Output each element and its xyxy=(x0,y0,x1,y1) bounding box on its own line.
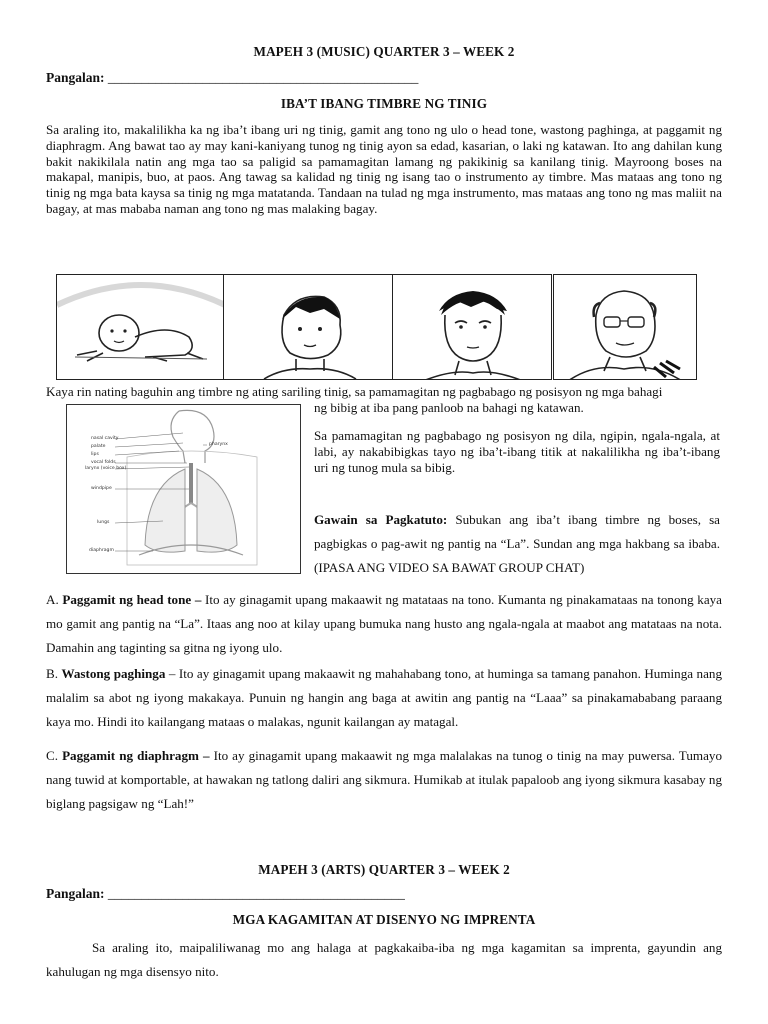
step-b-letter: B. xyxy=(46,666,62,681)
step-a-term: Paggamit ng head tone – xyxy=(62,592,202,607)
activity-paragraph xyxy=(314,508,720,580)
boy-icon xyxy=(224,275,393,380)
arts-lesson-title: MGA KAGAMITAN AT DISENYO NG IMPRENTA xyxy=(232,912,536,927)
young-man-image xyxy=(392,274,552,380)
label-pharynx: pharynx xyxy=(209,442,228,447)
music-name-line xyxy=(46,70,418,86)
arts-name-label: Pangalan: xyxy=(46,886,105,901)
baby-image xyxy=(56,274,224,380)
music-intro-paragraph: Sa araling ito, makalilikha ka ng iba’t ibang uri ng tinig, gamit ang tono ng ulo o head tone, wastong paghinga, at paggamit ng diaphragm. Ang bawat tao ay may kani-kaniyang tunog ng tinig ayon sa edad, kasarian, o laki ng katawan. Ito ang dahilan kung bakit nakikilala natin ang mga tao sa paligid sa pamamagitan lamang ng pakikinig sa kanilang tinig. Mayroong boses na makapal, manipis, buo, at paos. Ang tawag sa kalidad ng tinig ng isang tao o instrumento ay timbre. Mas mataas ang tono ng tinig ng mga bata kaysa sa tinig ng mga matatanda. Tandaan na tulad ng mga instrumento, mas mataas ang tono ng mas maliit na bagay, at mas mababa naman ang tono ng mas malaking bagay. xyxy=(46,122,722,216)
change-text-line-2: ng bibig at iba pang panloob na bahagi ng katawan. xyxy=(314,400,584,415)
arts-intro-paragraph: Sa araling ito, maipaliliwanag mo ang halaga at pagkakaiba-iba ng mga kagamitan sa imprenta, gayundin ang kahulugan ng mga disensyo nito. xyxy=(46,940,722,979)
activity-text: Subukan ang iba’t ibang timbre ng boses, sa pagbigkas o pag-awit ng pantig na “La”. Sundan ang mga hakbang sa ibaba. (IPASA ANG VIDEO SA BAWAT GROUP CHAT) xyxy=(314,512,720,575)
arts-name-blank: ____________________________________________ xyxy=(107,886,405,901)
step-b-text: – Ito ay ginagamit upang makaawit ng mahahabang tono, at huminga sa tamang panahon. Huminga nang malalim sa abot ng iyong makakaya. Punuin ng hangin ang baga at awitin ang pantig na “Laaa” sa pinakamababang paraang kaya mo. Hindi ito kailangang mataas o malakas, ngunit kailangan ay matagal. xyxy=(46,666,722,729)
activity-label: Gawain sa Pagkatuto: xyxy=(314,512,448,527)
label-lips: lips xyxy=(91,452,99,457)
label-palate: palate xyxy=(91,444,106,449)
arts-name-line xyxy=(46,886,405,902)
step-b-term: Wastong paghinga xyxy=(61,666,166,681)
step-c-text: Ito ay ginagamit upang makaawit ng mga malalakas na tunog o tinig na may puwersa. Tumayo nang tuwid at komportable, at hawakan ng tatlong daliri ang sikmura. Humikab at itulak papaloob ang iyong sikmura kasabay ng biglang pagsigaw ng “Lah!” xyxy=(46,748,722,811)
step-a-text: Ito ay ginagamit upang makaawit ng matataas na tono. Kumanta ng pinakamataas na tonong kaya mo gamit ang pantig na “La”. Itaas ang noo at kilay upang bumuka nang husto ang ngala-ngala at maabot ang matataas na nota. Damahin ang taginting sa gitna ng iyong ulo. xyxy=(46,592,722,655)
step-a-letter: A. xyxy=(46,592,63,607)
change-text-paragraph: Sa pamamagitan ng pagbabago ng posisyon ng dila, ngipin, ngala-ngala, at labi, ay nakabibigkas tayo ng iba’t-ibang titik at nakalilikha ng iba’t-ibang uri ng tunog mula sa bibig. xyxy=(314,428,720,475)
vocal-anatomy-diagram xyxy=(66,404,301,574)
label-lungs: lungs xyxy=(97,520,110,525)
young-man-icon xyxy=(393,275,552,380)
label-diaphragm: diaphragm xyxy=(89,548,114,553)
step-c-term: Paggamit ng diaphragm – xyxy=(62,748,210,763)
music-lesson-title: IBA’T IBANG TIMBRE NG TINIG xyxy=(280,96,488,111)
step-b xyxy=(46,662,722,734)
arts-heading: MAPEH 3 (ARTS) QUARTER 3 – WEEK 2 xyxy=(258,862,510,877)
baby-icon xyxy=(57,275,224,380)
boy-image xyxy=(223,274,393,380)
old-man-icon xyxy=(554,275,697,380)
name-blank: ______________________________________________ xyxy=(107,70,419,85)
label-larynx: larynx (voice box) xyxy=(85,466,127,471)
label-windpipe: windpipe xyxy=(91,486,112,491)
label-vocal-folds: vocal folds xyxy=(91,460,116,465)
step-a xyxy=(46,588,722,660)
music-heading: MAPEH 3 (MUSIC) QUARTER 3 – WEEK 2 xyxy=(253,44,515,59)
step-c-letter: C. xyxy=(46,748,63,763)
change-text-line-1: Kaya rin nating baguhin ang timbre ng ating sariling tinig, sa pamamagitan ng pagbabago ng posisyon ng mga bahagi xyxy=(46,384,663,399)
step-c xyxy=(46,744,722,816)
old-man-image xyxy=(553,274,697,380)
label-nasal-cavity: nasal cavity xyxy=(91,436,119,441)
name-label: Pangalan: xyxy=(46,70,105,85)
